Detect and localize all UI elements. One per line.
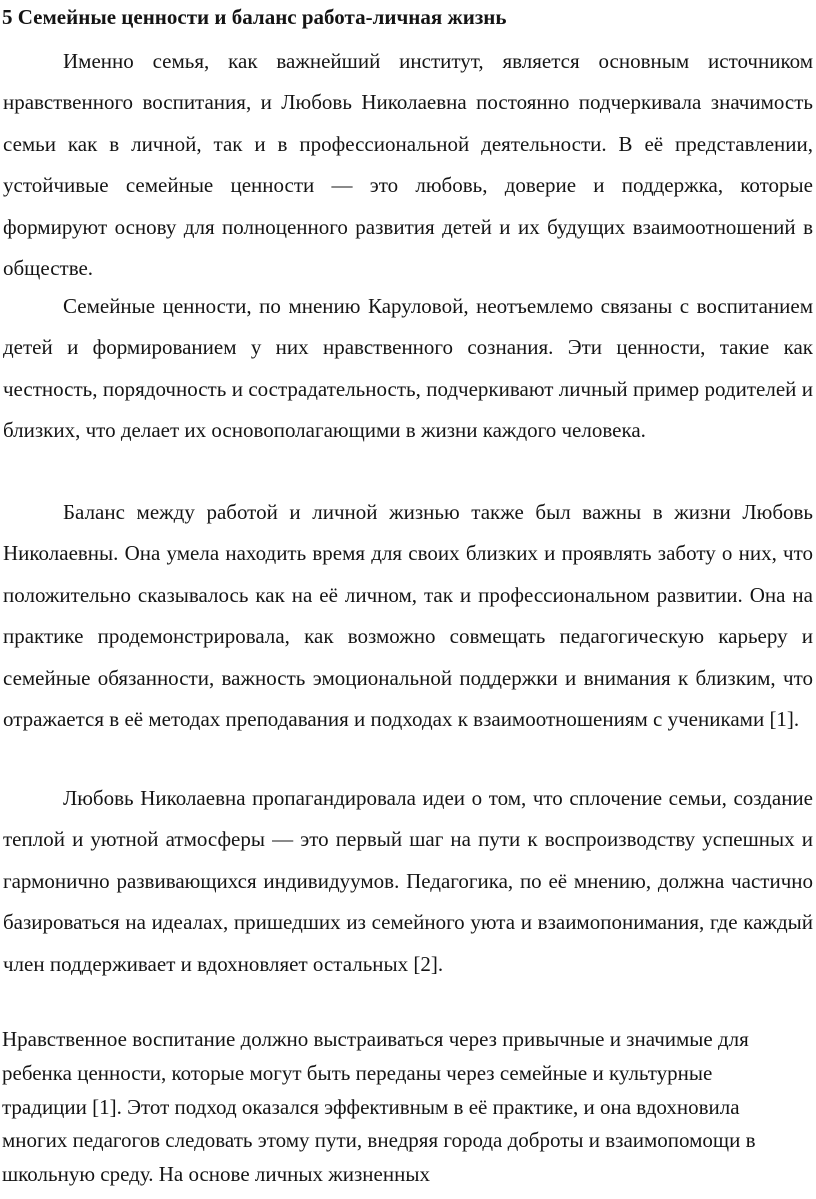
section-heading: 5 Семейные ценности и баланс работа-личная жизнь — [2, 5, 507, 29]
paragraph-family-institution: Именно семья, как важнейший институт, является основным источником нравственного воспитания, и Любовь Николаевна постоянно подчеркивала значимость семьи как в личной, так и в профессиональной деятельности. В её представлении, устойчивые семейные ценности — это любовь, доверие и поддержка, которые формируют основу для полноценного развития детей и их будущих взаимоотношений в обществе. — [3, 49, 813, 281]
paragraph-family-values: Семейные ценности, по мнению Каруловой, неотъемлемо связаны с воспитанием детей и формированием у них нравственного сознания. Эти ценности, такие как честность, порядочность и сострадательность, подчеркивают личный пример родителей и близких, что делает их основополагающими в жизни каждого человека. — [3, 294, 813, 443]
paragraph-work-life-balance: Баланс между работой и личной жизнью также был важны в жизни Любовь Николаевны. Она умела находить время для своих близких и проявлять заботу о них, что положительно сказывалось как на её личном, так и профессиональном развитии. Она на практике продемонстрировала, как возможно совмещать педагогическую карьеру и семейные обязанности, важность эмоциональной поддержки и внимания к близким, что отражается в её методах преподавания и подходах к взаимоотношениям с учениками [1]. — [3, 500, 813, 732]
paragraph-family-cohesion: Любовь Николаевна пропагандировала идеи о том, что сплочение семьи, создание теплой и уютной атмосферы — это первый шаг на пути к воспроизводству успешных и гармонично развивающихся индивидуумов. Педагогика, по её мнению, должна частично базироваться на идеалах, пришедших из семейного уюта и взаимопонимания, где каждый член поддерживает и вдохновляет остальных [2]. — [3, 786, 813, 976]
paragraph-moral-education: Нравственное воспитание должно выстраиваться через привычные и значимые для ребенка ценности, которые могут быть переданы через семейные и культурные традиции [1]. Этот подход оказался эффективным в её практике, и она вдохновила многих педагогов следовать этому пути, внедряя города доброты и взаимопомощи в школьную среду. На основе личных жизненных — [2, 1027, 756, 1187]
